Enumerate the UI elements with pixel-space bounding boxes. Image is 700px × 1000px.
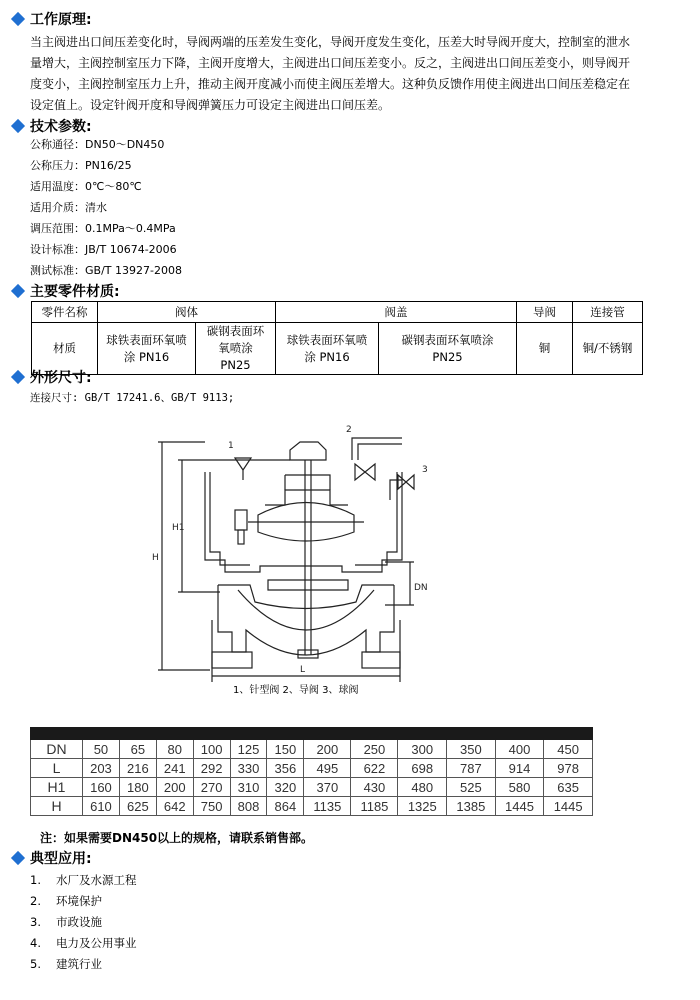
list-item: 1. 水厂及水源工程 — [30, 873, 137, 887]
cell: 525 — [447, 778, 496, 797]
dimensions-title: 外形尺寸: — [30, 370, 92, 386]
cell: 698 — [398, 759, 447, 778]
cell: 495 — [304, 759, 351, 778]
label-l: L — [300, 665, 306, 675]
spec-item: 测试标准：GB/T 13927-2008 — [30, 264, 182, 277]
materials-row-label: 材质 — [32, 323, 98, 375]
cell: 125 — [230, 740, 267, 759]
cell: 430 — [351, 778, 398, 797]
materials-cover-steel: 碳钢表面环氧喷涂 PN25 — [379, 323, 517, 375]
dimension-table — [30, 727, 593, 816]
cell: 642 — [156, 797, 193, 816]
spec-item: 公称压力：PN16/25 — [30, 159, 132, 172]
specs-title: 技术参数: — [30, 119, 92, 135]
application-heading — [12, 849, 92, 867]
cell: 1385 — [447, 797, 496, 816]
cell: 400 — [495, 740, 544, 759]
materials-title: 主要零件材质: — [30, 284, 120, 300]
cell: 250 — [351, 740, 398, 759]
label-2: 2 — [346, 425, 352, 435]
cell: 350 — [447, 740, 496, 759]
cell: 610 — [83, 797, 120, 816]
list-item: 5. 建筑行业 — [30, 957, 102, 971]
materials-body-steel: 碳钢表面环氧喷涂 PN25 — [196, 323, 276, 375]
materials-header-body: 阀体 — [98, 302, 276, 323]
cell: 450 — [544, 740, 593, 759]
materials-cover-ductile: 球铁表面环氧喷涂 PN16 — [276, 323, 379, 375]
cell: 480 — [398, 778, 447, 797]
materials-pipe-value: 铜/不锈钢 — [573, 323, 643, 375]
spec-item: 公称通径：DN50～DN450 — [30, 138, 165, 151]
cell: 914 — [495, 759, 544, 778]
row-label-h1: H1 — [31, 778, 83, 797]
diamond-bullet-icon — [12, 852, 24, 864]
diamond-bullet-icon — [12, 120, 24, 132]
cell: 100 — [193, 740, 230, 759]
specs-heading — [12, 117, 92, 135]
list-item: 3. 市政设施 — [30, 915, 102, 929]
dimensions-heading — [12, 368, 92, 386]
cell: 1185 — [351, 797, 398, 816]
label-dn: DN — [414, 583, 428, 593]
cell: 370 — [304, 778, 351, 797]
spec-item: 调压范围：0.1MPa～0.4MPa — [30, 222, 176, 235]
cell: 300 — [398, 740, 447, 759]
spec-item: 适用介质：清水 — [30, 201, 107, 214]
materials-heading — [12, 282, 120, 300]
cell: 1135 — [304, 797, 351, 816]
cell: 180 — [119, 778, 156, 797]
cell: 625 — [119, 797, 156, 816]
label-1: 1 — [228, 441, 234, 451]
materials-header-pipe: 连接管 — [573, 302, 643, 323]
cell: 787 — [447, 759, 496, 778]
cell: 330 — [230, 759, 267, 778]
cell: 241 — [156, 759, 193, 778]
diamond-bullet-icon — [12, 371, 24, 383]
cell: 310 — [230, 778, 267, 797]
label-3: 3 — [422, 465, 428, 475]
materials-body-ductile: 球铁表面环氧喷涂 PN16 — [98, 323, 196, 375]
table-row — [31, 759, 593, 778]
materials-header-cover: 阀盖 — [276, 302, 517, 323]
list-item: 4. 电力及公用事业 — [30, 936, 137, 950]
cell: 80 — [156, 740, 193, 759]
cell: 216 — [119, 759, 156, 778]
cell: 203 — [83, 759, 120, 778]
label-h1: H1 — [172, 523, 185, 533]
row-label-l: L — [31, 759, 83, 778]
materials-header-part: 零件名称 — [32, 302, 98, 323]
principle-heading — [12, 10, 92, 28]
cell: 50 — [83, 740, 120, 759]
principle-text: 当主阀进出口间压差变化时，导阀两端的压差发生变化，导阀开度发生变化，压差大时导阀开度大，控制室的泄水量增大，主阀控制室压力下降，主阀开度增大，主阀进出口间压差变小。反之，主阀进出口间压差变小，则导阀开度变小，主阀控制室压力上升，推动主阀开度减小而使主阀压差增大。这种负反馈作用使主阀进出口间压差稳定在设定值上。设定针阀开度和导阀弹簧压力可设定主阀进出口间压差。 — [30, 35, 631, 112]
materials-table — [31, 301, 643, 375]
valve-drawing — [150, 420, 450, 700]
diamond-bullet-icon — [12, 13, 24, 25]
materials-header-pilot: 导阀 — [517, 302, 573, 323]
spec-item: 设计标准：JB/T 10674-2006 — [30, 243, 177, 256]
spec-item: 适用温度：0℃～80℃ — [30, 180, 142, 193]
cell: 320 — [267, 778, 304, 797]
application-title: 典型应用: — [30, 851, 92, 867]
row-label-h: H — [31, 797, 83, 816]
cell: 200 — [304, 740, 351, 759]
cell: 1445 — [495, 797, 544, 816]
drawing-caption: 1、针型阀 2、导阀 3、球阀 — [233, 685, 359, 696]
cell: 1325 — [398, 797, 447, 816]
row-label-dn: DN — [31, 740, 83, 759]
cell: 750 — [193, 797, 230, 816]
table-row — [31, 778, 593, 797]
list-item: 2. 环境保护 — [30, 894, 102, 908]
cell: 160 — [83, 778, 120, 797]
contact-note: 注：如果需要DN450以上的规格，请联系销售部。 — [40, 831, 314, 845]
cell: 808 — [230, 797, 267, 816]
cell: 150 — [267, 740, 304, 759]
cell: 65 — [119, 740, 156, 759]
cell: 580 — [495, 778, 544, 797]
label-h: H — [152, 553, 159, 563]
cell: 270 — [193, 778, 230, 797]
cell: 622 — [351, 759, 398, 778]
table-header-bar — [31, 728, 593, 740]
cell: 978 — [544, 759, 593, 778]
cell: 292 — [193, 759, 230, 778]
cell: 635 — [544, 778, 593, 797]
table-row — [31, 797, 593, 816]
cell: 1445 — [544, 797, 593, 816]
cell: 864 — [267, 797, 304, 816]
principle-title: 工作原理: — [30, 12, 92, 28]
materials-pilot-value: 铜 — [517, 323, 573, 375]
connection-standard: 连接尺寸: GB/T 17241.6、GB/T 9113; — [30, 392, 235, 404]
cell: 356 — [267, 759, 304, 778]
table-row — [31, 740, 593, 759]
cell: 200 — [156, 778, 193, 797]
diamond-bullet-icon — [12, 285, 24, 297]
